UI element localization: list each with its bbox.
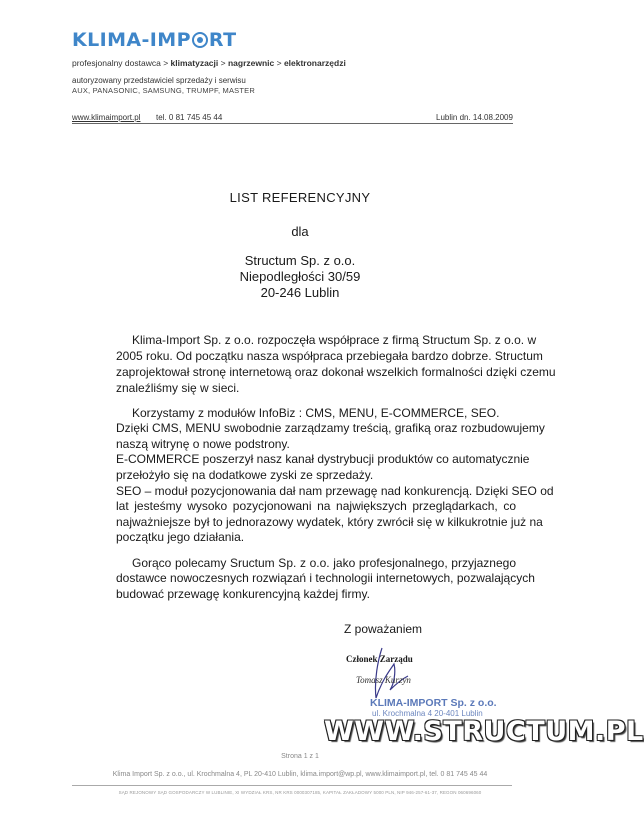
paragraph-line: naszą witrynę o nowe podstrony. (116, 437, 290, 451)
paragraph-line: zaprojektował stronę internetową oraz dokonał wszelkich formalności dzięki czemu (116, 365, 556, 379)
signatory-name: Tomasz Kurzyn (356, 675, 411, 685)
paragraph-line: przełożyło się na dodatkowe zyski ze sprzedaży. (116, 468, 374, 482)
company-logo: KLIMA-IMP RT (72, 29, 237, 51)
signatory-role: Członek Zarządu (346, 654, 413, 664)
footer-registration: SĄD REJONOWY SĄD GOSPODARCZY W LUBLINIE, XI WYDZIAŁ KRS, NR KRS 0000307185, KAPITAŁ ZAKŁADOWY 5000 PLN, NIP 946-257-61-37, REGON 060696060 (118, 790, 482, 795)
paragraph-line: początku jego działania. (116, 530, 245, 544)
authorized-dealer-text: autoryzowany przedstawiciel sprzedaży i serwisu (72, 76, 246, 85)
website-text: www.klimaimport.pl (72, 113, 141, 122)
company-tagline: profesjonalny dostawca > klimatyzacji > nagrzewnic > elektronarzędzi (72, 58, 346, 68)
footer-contact: Klima Import Sp. z o.o., ul. Krochmalna 4, PL 20-410 Lublin, klima.import@wp.pl, www.klimaimport.pl, tel. 0 81 745 45 44 (112, 771, 488, 778)
company-stamp-name: KLIMA-IMPORT Sp. z o.o. (370, 697, 497, 709)
paragraph-line: budować przewagę konkurencyjną każdej firmy. (116, 587, 370, 601)
paragraph-line: E-COMMERCE poszerzył nasz kanał dystrybucji produktów co automatycznie (116, 452, 530, 466)
paragraph-line: Dzięki CMS, MENU swobodnie zarządzamy treścią, grafiką oraz rozbudowujemy (116, 421, 545, 435)
for-label: dla (291, 224, 309, 239)
letter-date: Lublin dn. 14.08.2009 (436, 113, 513, 122)
recipient-city: 20-246 Lublin (260, 285, 340, 300)
letter-title: LIST REFERENCYJNY (229, 190, 371, 205)
paragraph-line: lat jesteśmy wysoko pozycjonowani na największych przeglądarkach, co (116, 499, 516, 513)
recipient-name: Structum Sp. z o.o. (244, 253, 356, 268)
paragraph-line: 2005 roku. Od początku nasza współpraca przebiegała bardzo dobrze. Structum (116, 349, 543, 363)
fan-icon (192, 32, 208, 48)
paragraph-line: dostawce nowoczesnych rozwiązań i technologii internetowych, pozwalających (116, 571, 535, 585)
company-stamp-address: ul. Krochmalna 4 20-401 Lublin (372, 709, 483, 718)
paragraph-line: Gorąco polecamy Sructum Sp. z o.o. jako profesjonalnego, przyjaznego (132, 556, 516, 570)
page-number: Strona 1 z 1 (281, 753, 319, 760)
structum-watermark: WWW.STRUCTUM.PL (324, 716, 644, 747)
brands-list: AUX, PANASONIC, SAMSUNG, TRUMPF, MASTER (72, 86, 255, 95)
recipient-street: Niepodległości 30/59 (239, 269, 361, 284)
paragraph-line: Korzystamy z modułów InfoBiz : CMS, MENU, E-COMMERCE, SEO. (132, 406, 500, 420)
paragraph-line: Klima-Import Sp. z o.o. rozpoczęła współprace z firmą Structum Sp. z o.o. w (132, 333, 537, 347)
paragraph-line: SEO – moduł pozycjonowania dał nam przewagę nad konkurencją. Dzięki SEO od (116, 484, 554, 498)
header-divider (72, 123, 513, 124)
paragraph-line: znaleźliśmy się w sieci. (116, 381, 240, 395)
phone-text: tel. 0 81 745 45 44 (156, 113, 223, 122)
footer-divider (72, 785, 512, 786)
paragraph-line: najważniejsze był to jednorazowy wydatek, który zwrócił się w kilkukrotnie już na (116, 515, 543, 529)
closing-regards: Z poważaniem (344, 622, 423, 636)
